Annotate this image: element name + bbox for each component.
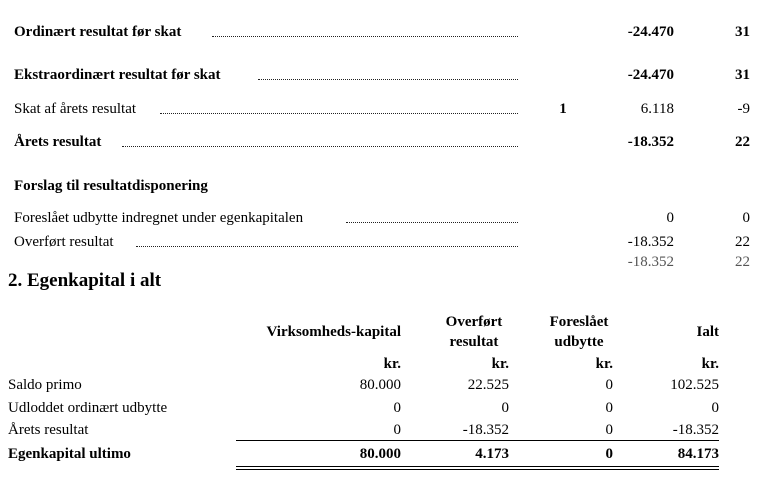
income-row-ordinary-result	[0, 21, 779, 43]
income-row-tax	[0, 98, 779, 120]
column-header-line: Overført	[445, 314, 503, 330]
cut-off-value-current: -18.352	[627, 254, 674, 270]
table-cell: 84.173	[677, 446, 719, 462]
table-cell: 102.525	[670, 377, 719, 393]
income-row-year-result	[0, 131, 779, 153]
table-cell: 0	[605, 400, 613, 416]
value-current: -18.352	[627, 234, 674, 250]
value-previous: 0	[742, 210, 750, 226]
table-cell: 4.173	[475, 446, 509, 462]
row-label: Overført resultat	[14, 234, 114, 250]
row-label: Ekstraordinært resultat før skat	[14, 67, 221, 83]
section-heading: Forslag til resultatdisponering	[14, 178, 208, 194]
table-cell: 80.000	[359, 377, 401, 393]
dot-leader	[122, 146, 518, 147]
row-label: Årets resultat	[14, 134, 102, 150]
unit-label: kr.	[383, 356, 401, 372]
row-label: Årets resultat	[8, 422, 89, 438]
column-header-line: Ialt	[696, 324, 719, 340]
table-cell: 0	[605, 446, 613, 462]
section-title: 2. Egenkapital i alt	[8, 270, 162, 291]
value-current: 0	[666, 210, 674, 226]
dot-leader	[212, 36, 518, 37]
table-cell: 80.000	[359, 446, 401, 462]
income-row-extraordinary-result	[0, 64, 779, 86]
value-previous: 22	[735, 234, 750, 250]
value-previous: 31	[735, 24, 750, 40]
value-previous: -9	[737, 101, 750, 117]
total-rule-bottom	[236, 466, 719, 467]
disposition-heading	[0, 175, 779, 197]
value-current: -18.352	[627, 134, 674, 150]
column-header-line: udbytte	[554, 334, 604, 350]
unit-label: kr.	[701, 356, 719, 372]
table-cell: 0	[501, 400, 509, 416]
row-label: Saldo primo	[8, 377, 82, 393]
column-header-line: resultat	[449, 334, 499, 350]
unit-label: kr.	[491, 356, 509, 372]
dot-leader	[160, 113, 518, 114]
value-current: -24.470	[627, 67, 674, 83]
disposition-row-dividend	[0, 207, 779, 229]
column-header-transferred	[429, 312, 519, 352]
value-previous: 22	[735, 134, 750, 150]
total-rule-top	[236, 440, 719, 441]
value-previous: 31	[735, 67, 750, 83]
table-cell: -18.352	[672, 422, 719, 438]
table-cell: 0	[393, 400, 401, 416]
unit-label: kr.	[595, 356, 613, 372]
table-cell: 0	[605, 377, 613, 393]
dot-leader	[136, 246, 518, 247]
column-header-line: Virksomheds-kapital	[266, 324, 401, 340]
dot-leader	[346, 222, 518, 223]
row-label: Ordinært resultat før skat	[14, 24, 182, 40]
table-cell: 0	[393, 422, 401, 438]
row-label: Egenkapital ultimo	[8, 446, 131, 462]
row-label: Foreslået udbytte indregnet under egenkapitalen	[14, 210, 304, 226]
table-cell: 22.525	[467, 377, 509, 393]
row-label: Udloddet ordinært udbytte	[8, 400, 168, 416]
row-label: Skat af årets resultat	[14, 101, 137, 117]
value-current: -24.470	[627, 24, 674, 40]
dot-leader	[258, 79, 518, 80]
note-reference: 1	[559, 101, 567, 117]
column-header-line: Foreslået	[549, 314, 609, 330]
cut-off-value-previous: 22	[735, 254, 750, 270]
column-header-total	[697, 322, 720, 342]
total-rule-double	[236, 469, 719, 470]
disposition-row-transferred	[0, 231, 779, 253]
table-cell: 0	[605, 422, 613, 438]
column-header-share-capital	[267, 322, 401, 342]
table-cell: -18.352	[462, 422, 509, 438]
value-current: 6.118	[640, 101, 674, 117]
column-header-dividend	[536, 312, 622, 352]
table-cell: 0	[711, 400, 719, 416]
